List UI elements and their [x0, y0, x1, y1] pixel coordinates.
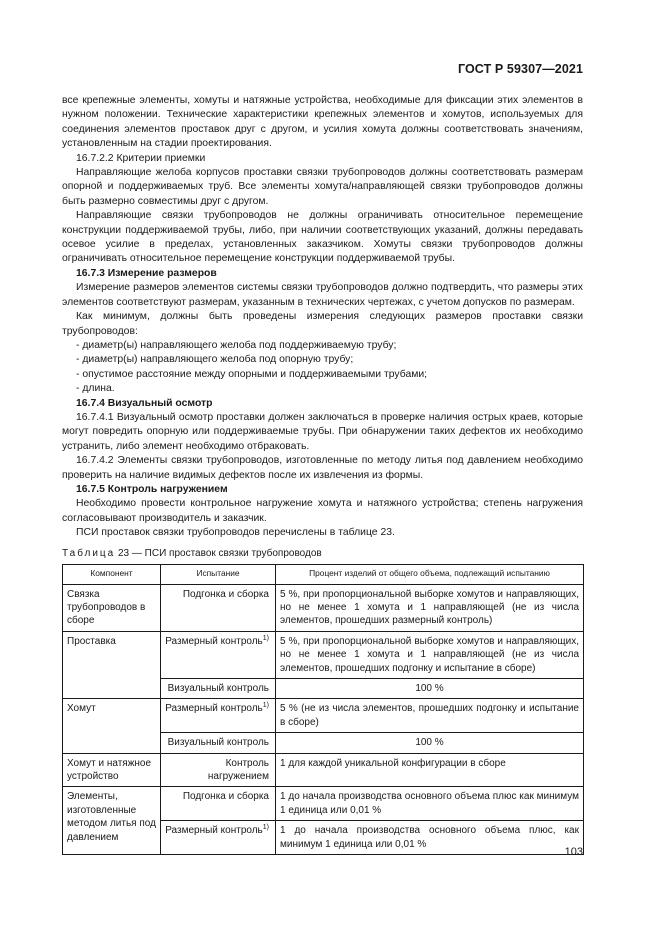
- cell-percent: 5 % (не из числа элементов, прошедших подгонку и испытание в сборе): [276, 699, 584, 733]
- paragraph: Измерение размеров элементов системы связки трубопроводов должно подтвердить, что размеры этих элементов соответствуют размерам, указанным в технических чертежах, с учетом допусков по размерам.: [62, 282, 583, 308]
- cell-test-label: Размерный контроль: [165, 703, 263, 715]
- cell-percent: 1 для каждой уникальной конфигурации в сборе: [276, 753, 584, 787]
- table-row: [63, 753, 584, 787]
- table-row: [63, 631, 584, 678]
- page-number: 103: [564, 846, 583, 858]
- cell-test-label: Размерный контроль: [165, 635, 263, 647]
- cell-test: Подгонка и сборка: [161, 584, 276, 631]
- table-row: [63, 584, 584, 631]
- cell-test: [161, 821, 276, 855]
- list-item: - диаметр(ы) направляющего желоба под поддерживаемую трубу;: [76, 339, 397, 351]
- document-body: [62, 94, 583, 855]
- cell-percent: 1 до начала производства основного объема плюс, как минимум 1 единица или 0,01 %: [276, 821, 584, 855]
- table-header-row: [63, 564, 584, 584]
- column-header-test: Испытание: [161, 564, 276, 584]
- cell-test: Подгонка и сборка: [161, 787, 276, 821]
- cell-percent: 5 %, при пропорциональной выборке хомутов и направляющих, но не менее 1 хомута и 1 направляющей (не из числа элементов, прошедших подгонку и испытание в сборе): [276, 631, 584, 678]
- cell-component: Элементы, изготовленные методом литья под давлением: [63, 787, 161, 855]
- list-item: - опустимое расстояние между опорными и поддерживаемыми трубами;: [76, 368, 428, 380]
- section-heading-16-7-3: 16.7.3 Измерение размеров: [76, 267, 217, 279]
- footnote-ref: 1): [262, 824, 269, 832]
- paragraph: ПСИ проставок связки трубопроводов перечислены в таблице 23.: [76, 527, 395, 539]
- paragraph: Как минимум, должны быть проведены измерения следующих размеров проставки связки трубопроводов:: [62, 311, 583, 337]
- cell-test: Контроль нагружением: [161, 753, 276, 787]
- table-row: [63, 787, 584, 821]
- section-heading-16-7-4: 16.7.4 Визуальный осмотр: [76, 397, 213, 409]
- paragraph: 16.7.4.2 Элементы связки трубопроводов, изготовленные по методу литья под давлением необходимо проверить на наличие видимых дефектов после их извлечения из формы.: [62, 455, 583, 481]
- cell-test: Визуальный контроль: [161, 679, 276, 699]
- column-header-component: Компонент: [63, 564, 161, 584]
- cell-test-label: Размерный контроль: [165, 825, 263, 837]
- paragraph: Направляющие связки трубопроводов не должны ограничивать относительное перемещение конструкции поддерживаемой трубы, либо, при наличии соответствующих указаний, должны передавать осевое усилие в пределах, установленных заказчиком. Хомуты связки трубопроводов должны ограничивать относительное перемещение конструкции поддерживаемой трубы.: [62, 210, 583, 265]
- cell-component: Связка трубопроводов в сборе: [63, 584, 161, 631]
- table-caption: [62, 547, 583, 561]
- paragraph: 16.7.4.1 Визуальный осмотр проставки должен заключаться в проверке наличия острых краев, которые могут повредить опорную или поддерживаемые трубы. При обнаружении таких дефектов их необходимо устранить, либо элемент необходимо отбраковать.: [62, 411, 583, 452]
- table-caption-title: 23 — ПСИ проставок связки трубопроводов: [115, 547, 322, 559]
- standard-designation: ГОСТ Р 59307—2021: [457, 62, 583, 76]
- psi-table: [62, 564, 584, 856]
- paragraph: Направляющие желоба корпусов проставки связки трубопроводов должны соответствовать размерам опорной и поддерживаемых труб. Все элементы хомута/направляющей связки трубопроводов должны быть размерно совместимы друг с другом.: [62, 167, 583, 207]
- section-heading-16-7-2-2: 16.7.2.2 Критерии приемки: [76, 152, 206, 164]
- cell-test: [161, 699, 276, 733]
- table-caption-label: Таблица: [62, 547, 116, 559]
- cell-component: Проставка: [63, 631, 161, 699]
- column-header-percent: Процент изделий от общего объема, подлежащий испытанию: [276, 564, 584, 584]
- paragraph: Необходимо провести контрольное нагружение хомута и натяжного устройства; степень нагружения согласовывают производитель и заказчик.: [62, 498, 583, 524]
- cell-test: [161, 631, 276, 678]
- cell-percent: 100 %: [276, 733, 584, 753]
- cell-component: Хомут: [63, 699, 161, 753]
- paragraph: все крепежные элементы, хомуты и натяжные устройства, необходимые для фиксации этих элементов в нужном положении. Технические характеристики крепежных элементов и хомутов, используемых для соединения элементов проставок друг с другом, и усилия хомута должны соответствовать значениям, установленным на стадии проектирования.: [62, 95, 583, 150]
- cell-percent: 1 до начала производства основного объема плюс как минимум 1 единица или 0,01 %: [276, 787, 584, 821]
- section-heading-16-7-5: 16.7.5 Контроль нагружением: [76, 483, 228, 495]
- cell-percent: 5 %, при пропорциональной выборке хомутов и направляющих, но не менее 1 хомута и 1 направляющей (не из числа элементов, прошедших размерный контроль): [276, 584, 584, 631]
- table-row: [63, 699, 584, 733]
- cell-test: Визуальный контроль: [161, 733, 276, 753]
- cell-percent: 100 %: [276, 679, 584, 699]
- list-item: - диаметр(ы) направляющего желоба под опорную трубу;: [76, 354, 354, 366]
- footnote-ref: 1): [262, 702, 269, 710]
- footnote-ref: 1): [262, 634, 269, 642]
- list-item: - длина.: [76, 383, 115, 395]
- cell-component: Хомут и натяжное устройство: [63, 753, 161, 787]
